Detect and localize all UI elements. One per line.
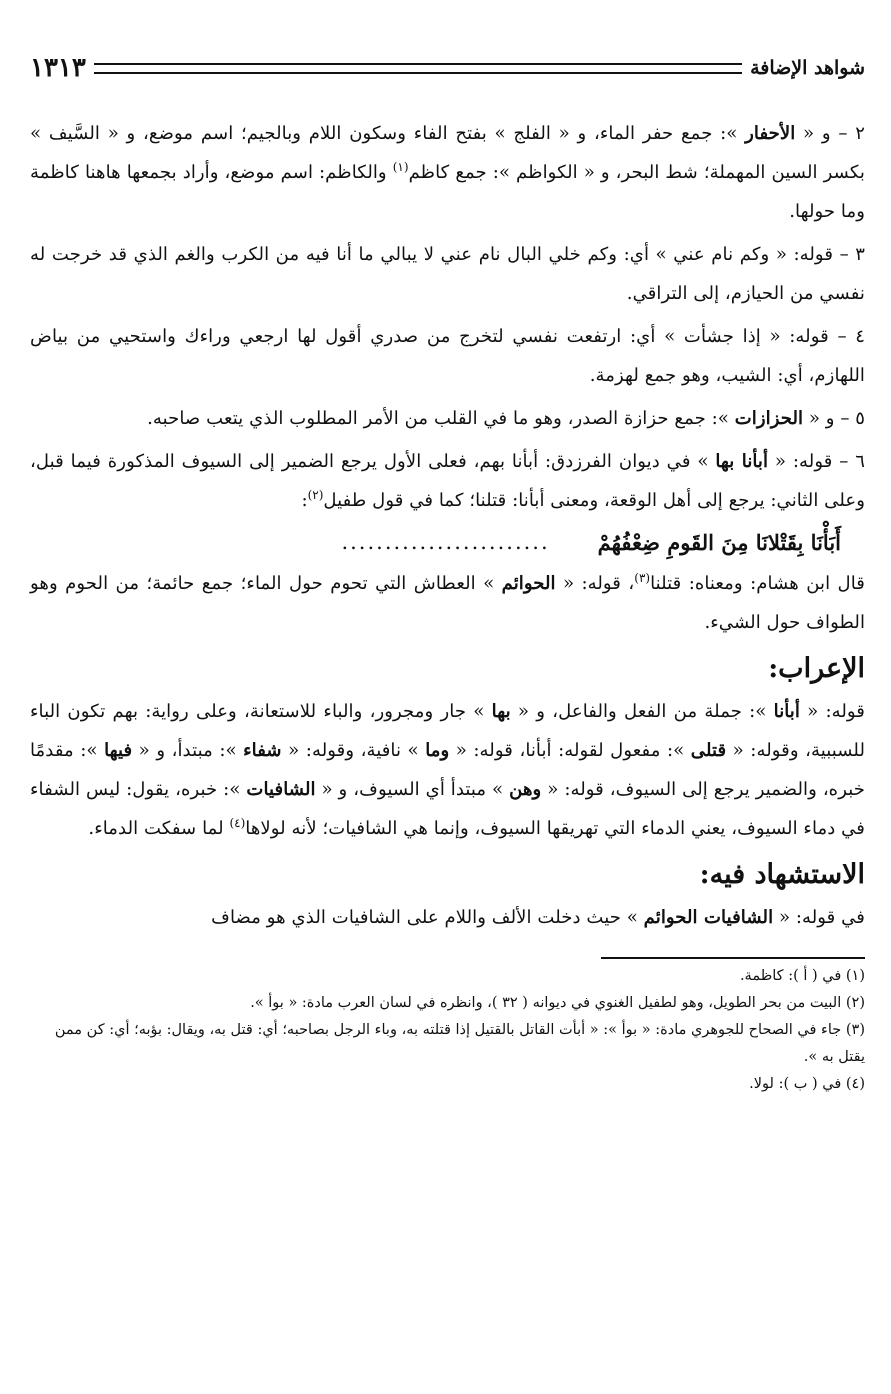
- text-run: » مبتدأ أي السيوف، و «: [315, 779, 510, 800]
- paragraph-6: [30, 442, 865, 520]
- footnote-4: (٤) في ( ب ): لولا.: [749, 1076, 865, 1092]
- text-run: والكاظم: اسم موضع، وأراد بجمعها هاهنا كاظمة وما حولها.: [30, 162, 865, 222]
- section-heading-i3rab: الإعراب:: [768, 653, 865, 684]
- verse-hemistich: أَبَأْنَا بِقَتْلانَا مِنَ القَومِ ضِعْفُهُمْ: [597, 529, 841, 555]
- footnote-2: (٢) البيت من بحر الطويل، وهو لطفيل الغنوي في ديوانه ( ٣٢ )، وانظره في لسان العرب مادة: « بوأ ».: [250, 995, 865, 1011]
- bold-term: الحزازات: [734, 408, 804, 429]
- text-run: »: مبتدأ، و «: [132, 740, 244, 761]
- text-run: »: مفعول لقوله: أبأنا، قوله: «: [449, 740, 691, 761]
- text-run: » العطاش التي تحوم حول الماء؛ جمع حائمة؛ من الحوم وهو الطواف حول الشيء.: [30, 573, 865, 633]
- paragraph-istishhad: [30, 898, 865, 937]
- footnote-ref-1[interactable]: (١): [392, 159, 409, 174]
- bold-term: أبأنا: [773, 701, 800, 722]
- bold-term: الحوائم: [501, 573, 556, 594]
- footnote-1: (١) في ( أ ): كاظمة.: [739, 968, 865, 984]
- verse-ellipsis: ........................: [341, 529, 550, 554]
- footnote-ref-4[interactable]: (٤): [229, 815, 246, 830]
- bold-term: الأحفار: [745, 123, 796, 144]
- header-double-rule: [94, 63, 742, 74]
- bold-term: قتلى: [690, 740, 727, 761]
- running-title: شواهد الإضافة: [750, 57, 865, 79]
- text-run: قوله: «: [799, 701, 865, 722]
- text-run: »: جمع حفر الماء، و « الفلج » بفتح الفاء وسكون اللام وبالجيم؛ اسم موضع، و « السَّيف » بكسر السين المهملة؛ شط البحر، و « الكواظم »: جمع كاظم: [30, 123, 865, 183]
- text-run: »: خبره، يقول: ليس الشفاء في دماء السيوف، يعني الدماء التي تهريقها السيوف، وإنما هي الشافيات؛ لأنه لولاها: [30, 779, 865, 839]
- text-run: لما سفكت الدماء.: [88, 818, 230, 839]
- text-run: ٦ – قوله: «: [768, 451, 865, 472]
- paragraph-4: ٤ – قوله: « إذا جشأت » أي: ارتفعت نفسي لتخرج من صدري أقول لها ارجعي وراءك واستحيي من بياض اللهازم، أي: الشيب، وهو جمع لهزمة.: [30, 326, 865, 386]
- footnote-ref-3[interactable]: (٣): [634, 570, 651, 585]
- paragraph-3: ٣ – قوله: « وكم نام عني » أي: وكم خلي البال نام عني لا يبالي ما أنا فيه من الكرب والغم الذي قد خرجت له نفسي من الحيازم، إلى التراقي.: [30, 244, 865, 304]
- poetry-verse: [30, 520, 865, 564]
- text-run: » نافية، وقوله: «: [281, 740, 426, 761]
- page-header: [30, 48, 865, 88]
- bold-term: فيها: [104, 740, 133, 761]
- bold-term: بها: [491, 701, 511, 722]
- paragraph-2: [30, 114, 865, 231]
- paragraph-5: [30, 399, 865, 438]
- text-run: »: مقدمًا خبره، والضمير يرجع إلى السيوف، قوله: «: [30, 740, 865, 800]
- text-run: ٥ – و «: [803, 408, 865, 429]
- main-text: [30, 114, 865, 937]
- bold-term: وهن: [509, 779, 542, 800]
- section-heading-istishhad: الاستشهاد فيه:: [699, 859, 865, 890]
- text-run: قال ابن هشام: ومعناه: قتلنا: [650, 573, 865, 594]
- bold-term: وما: [425, 740, 450, 761]
- footnote-separator: [601, 957, 865, 959]
- bold-term: شفاء: [243, 740, 282, 761]
- text-run: » في ديوان الفرزدق: أبأنا بهم، فعلى الأول يرجع الضمير إلى السيوف المذكورة فيما قبل، وعلى الثاني: يرجع إلى أهل الوقعة، ومعنى أبأنا: قتلنا؛ كما في قول طفيل: [30, 451, 865, 511]
- text-run: »: جملة من الفعل والفاعل، و «: [510, 701, 774, 722]
- text-run: :: [301, 490, 308, 511]
- paragraph-i3rab: [30, 692, 865, 848]
- text-run: ، قوله: «: [555, 573, 635, 594]
- page-number: ١٣١٣: [30, 53, 86, 83]
- text-run: »: جمع حزازة الصدر، وهو ما في القلب من الأمر المطلوب الذي يتعب صاحبه.: [147, 408, 735, 429]
- text-run: ٢ – و «: [795, 123, 866, 144]
- text-run: في قوله: «: [773, 907, 865, 928]
- footnotes: [30, 963, 865, 1098]
- footnote-3: (٣) جاء في الصحاح للجوهري مادة: « بوأ »: « أبأت القاتل بالقتيل إذا قتلته به، وباء الرجل بصاحبه؛ أي: قتل به، ويقال: بؤبه؛ أي: كن ممن يقتل به ».: [54, 1022, 865, 1065]
- text-run: » حيث دخلت الألف واللام على الشافيات الذي هو مضاف: [211, 907, 644, 928]
- paragraph-7: [30, 564, 865, 642]
- bold-term: أبأنا بها: [715, 451, 769, 472]
- text-run: » جار ومجرور، والباء للاستعانة، وعلى رواية: بهم تكون الباء للسببية، وقوله: «: [30, 701, 865, 761]
- bold-term: الشافيات: [246, 779, 316, 800]
- footnote-ref-2[interactable]: (٢): [307, 487, 324, 502]
- bold-term: الشافيات الحوائم: [643, 907, 774, 928]
